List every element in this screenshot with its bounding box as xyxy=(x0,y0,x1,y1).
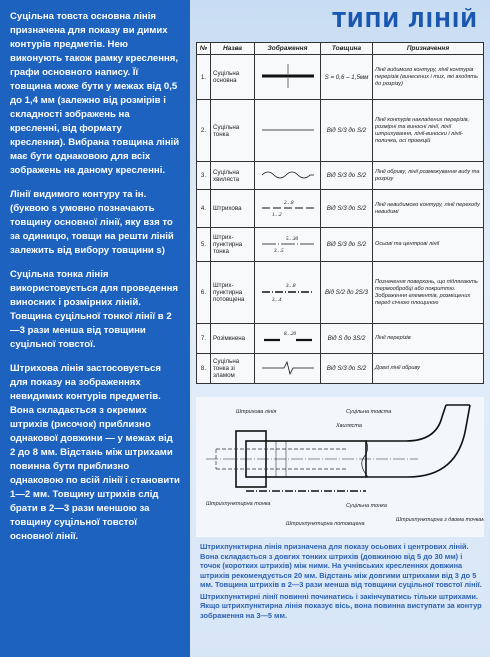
svg-text:3…4: 3…4 xyxy=(271,297,281,303)
row-purpose: Лінії обриву, лінії розмежування виду та розрізу xyxy=(373,162,484,190)
row-num: 4. xyxy=(197,190,211,228)
svg-text:2…8: 2…8 xyxy=(283,200,293,206)
line-sample-thick xyxy=(255,55,321,100)
label-dashdot: Штрихпунктирна тонка xyxy=(206,501,271,507)
line-sample-wavy xyxy=(255,162,321,190)
table-row xyxy=(197,162,484,190)
line-sample-dashed xyxy=(255,190,321,228)
svg-text:1…2: 1…2 xyxy=(271,212,281,218)
table-row xyxy=(197,100,484,162)
row-num: 2. xyxy=(197,100,211,162)
label-dashdot-thick: Штрихпунктирна потовщена xyxy=(286,521,365,527)
row-thickness: Від S до 3S/2 xyxy=(321,324,373,354)
line-sample-thin xyxy=(255,100,321,162)
svg-text:3…5: 3…5 xyxy=(273,248,283,254)
technical-drawing xyxy=(196,397,484,537)
row-name: Штрихова xyxy=(211,190,255,228)
line-sample-zigzag xyxy=(255,354,321,384)
row-purpose: Лінії контурів накладених перерізів, розмірні та виносні лінії, лінії штрихування, лінії-виноски і лінії-поличка, осі проекцій xyxy=(373,100,484,162)
row-purpose: Осьові та центрові лінії xyxy=(373,228,484,262)
label-thick: Суцільна товста xyxy=(346,409,392,415)
paragraph-dashed-line: Штрихова лінія застосовується для показу на зображеннях невидимих контурів предметів. Вона складається з окремих штрихів (рисочок) приблизно однакової довжини — у межах від 2 до 8 мм. Відстань між штрихами повинна бути приблизно однаковою по всій лінії і становити 1—2 мм. Товщину штрихів слід брати в 2—3 рази меншою за товщину суцільної товстої основної лінії. xyxy=(10,363,180,542)
row-thickness: Від S/2 до 2S/3 xyxy=(321,262,373,324)
paragraph-thick-line: Суцільна товста основна лінія призначена для показу ви димих контурів предметів. Нею виконують також рамку креслення, графи основного напису. Її товщина може бути у межах від 0,5 до 1,4 мм (залежно від розмірів і складності зображень на кресленні, від формату креслення). Вибрана товщина ліній має бути однаковою для всіх зображень на даному кресленні. xyxy=(10,11,180,176)
svg-text:5…30: 5…30 xyxy=(285,236,298,242)
table-row xyxy=(197,354,484,384)
row-name: Суцільна основна xyxy=(211,55,255,100)
row-purpose: Лінії видимого контуру, лінії контурів перерізів (винесених і тих, які входять до розрізу) xyxy=(373,55,484,100)
row-name: Суцільна тонка зі зламом xyxy=(211,354,255,384)
row-thickness: Від S/3 до S/2 xyxy=(321,100,373,162)
label-dashdot-two: Штрихпунктирна з двома точками xyxy=(396,517,484,523)
page-title: ТИПИ ЛІНІЙ xyxy=(332,8,478,32)
label-dashed: Штрихова лінія xyxy=(236,409,277,415)
row-thickness: Від S/3 до S/2 xyxy=(321,354,373,384)
row-thickness: Від S/3 до S/2 xyxy=(321,228,373,262)
label-thin: Суцільна тонка xyxy=(346,503,387,509)
table-row xyxy=(197,55,484,100)
row-num: 7. xyxy=(197,324,211,354)
line-sample-dashdot-thin xyxy=(255,228,321,262)
right-column xyxy=(190,0,490,657)
table-row xyxy=(197,262,484,324)
table-row xyxy=(197,228,484,262)
row-purpose: Лінії перерізів xyxy=(373,324,484,354)
paragraph-contour-lines: Лінії видимого контуру та ін. (буквою s умовно позначають товщину основної лінії, яку взя то за одиницю, товщи на решти ліній залежить від вибору товщини s) xyxy=(10,189,174,256)
row-num: 6. xyxy=(197,262,211,324)
row-purpose: Лінії невидимого контуру, лінії переходу невидимі xyxy=(373,190,484,228)
header-image: Зображення xyxy=(255,43,321,55)
table-row xyxy=(197,190,484,228)
svg-text:8…20: 8…20 xyxy=(283,331,296,337)
row-num: 3. xyxy=(197,162,211,190)
row-name: Розімкнена xyxy=(211,324,255,354)
line-sample-dashdot-thick xyxy=(255,262,321,324)
header-num: № xyxy=(197,43,211,55)
row-num: 5. xyxy=(197,228,211,262)
caption-paragraph: Штрихпунктирні лінії повинні починатись і закінчуватись тільки штрихами. Якщо штрихпунктирна лінія показує вісь, вона повинна виступати за контур зображення на 3—5 мм. xyxy=(200,591,482,620)
row-purpose: Позначення поверхонь, що підлягають термообробці або покриттю. Зображення елементів, розміщених перед січною площиною xyxy=(373,262,484,324)
table-header-row xyxy=(197,43,484,55)
header-purpose: Призначення xyxy=(373,43,484,55)
row-name: Суцільна тонка xyxy=(211,100,255,162)
row-name: Суцільна хвиляста xyxy=(211,162,255,190)
header-thickness: Товщина xyxy=(321,43,373,55)
header-name: Назва xyxy=(211,43,255,55)
row-name: Штрих-пунктирна потовщена xyxy=(211,262,255,324)
row-thickness: Від S/3 до S/2 xyxy=(321,190,373,228)
svg-text:3…8: 3…8 xyxy=(285,283,295,289)
caption-block xyxy=(200,542,482,622)
line-types-table xyxy=(196,42,484,384)
row-thickness: Від S/3 до S/2 xyxy=(321,162,373,190)
caption-paragraph: Штрихпунктирна лінія призначена для показу осьових і центрових ліній. Вона складається з довгих тонких штрихів (довжиною від 5 до 30 мм) і точок (коротких штрихів) між ними. На учнівських кресленнях довжина штрихів рекомендується 20 мм. Відстань між довгими штрихами від 3 до 5 мм. Товщина штрихів в 2—3 рази менша від товщини суцільної товстої лінії. xyxy=(200,542,482,589)
row-thickness: S = 0,6 – 1,5мм xyxy=(321,55,373,100)
label-wavy: Хвиляста xyxy=(336,423,362,429)
row-name: Штрих-пунктирна тонка xyxy=(211,228,255,262)
left-text-column xyxy=(0,0,190,657)
paragraph-thin-line: Суцільна тонка лінія використовується для проведення виносних і розмірних ліній. Товщина суцільної тонкої лінії в 2—3 рази менша від товщини суцільної товстої. xyxy=(10,269,179,350)
row-purpose: Довгі лінії обриву xyxy=(373,354,484,384)
row-num: 8. xyxy=(197,354,211,384)
line-sample-open xyxy=(255,324,321,354)
row-num: 1. xyxy=(197,55,211,100)
table-row xyxy=(197,324,484,354)
